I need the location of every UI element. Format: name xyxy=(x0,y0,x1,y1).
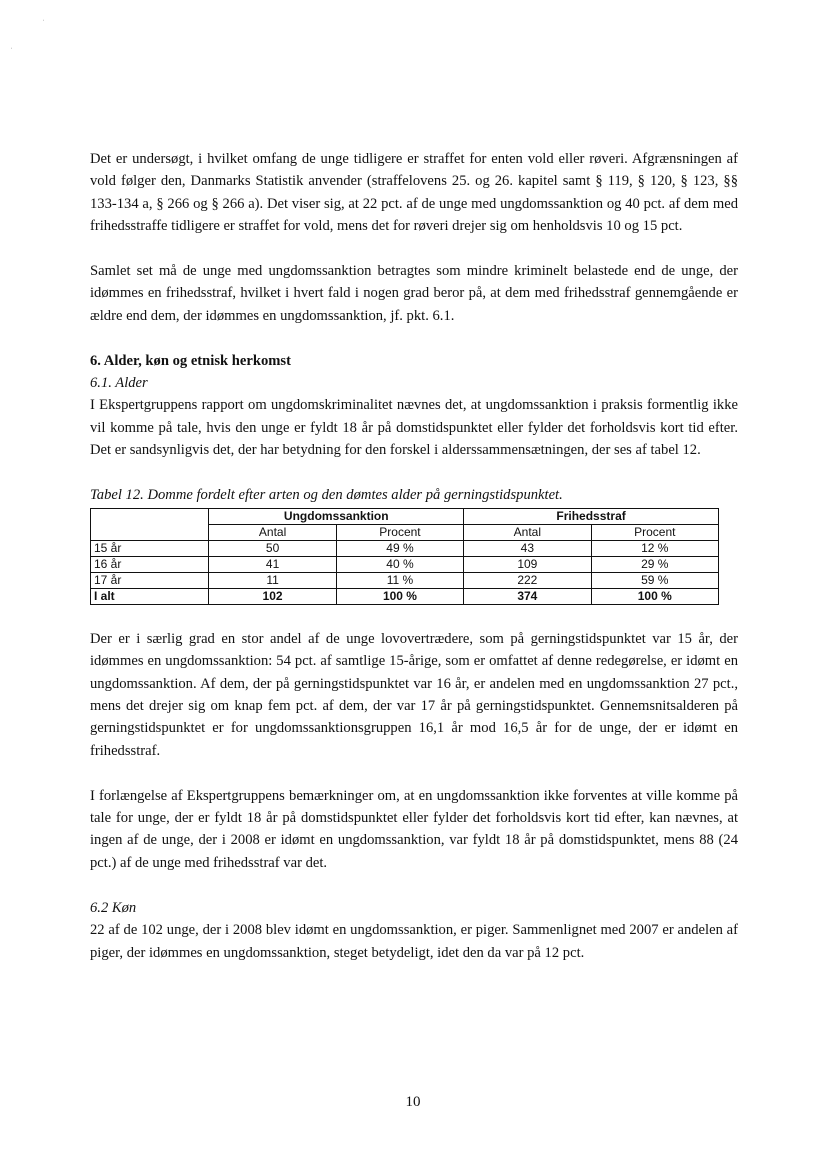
row-label: 16 år xyxy=(91,557,209,573)
subsection-heading-age: 6.1. Alder xyxy=(90,375,148,392)
cell-fs-procent: 12 % xyxy=(591,541,718,557)
age-table xyxy=(90,508,719,605)
cell-fs-procent: 100 % xyxy=(591,589,718,605)
cell-us-procent: 49 % xyxy=(336,541,463,557)
table-row xyxy=(91,541,719,557)
subheader-antal: Antal xyxy=(209,525,336,541)
cell-fs-antal: 109 xyxy=(464,557,591,573)
table-row xyxy=(91,573,719,589)
scan-speck: ˌ xyxy=(10,40,13,49)
cell-us-antal: 102 xyxy=(209,589,336,605)
paragraph-age-analysis: Der er i særlig grad en stor andel af de unge lovovertrædere, som på gerningstidspunktet var 15 år, der idømmes en ungdomssanktion: 54 pct. af samtlige 15-årige, som er omfattet af denne redegørelse, er idømt en ungdomssanktion. Af dem, der på gerningstidspunktet var 16 år, er andelen med en ungdomssanktion 27 pct., mens det drejer sig om knap fem pct. af dem, der var 17 år på gerningstidspunktet. Gennemsnitsalderen på gerningstidspunktet er for ungdomssanktionsgruppen 16,1 år mod 16,5 år for de unge, der er idømt en frihedsstraf. xyxy=(90,630,738,759)
document-page xyxy=(90,148,738,964)
paragraph-age-18: I forlængelse af Ekspertgruppens bemærkninger om, at en ungdomssanktion ikke forventes at ville komme på tale for unge, der er fyldt 18 år på domstidspunktet eller fylder det forholdsvis kort tid efter, kan nævnes, at ingen af de unge, der i 2008 er idømt en ungdomssanktion, var fyldt 18 år på domstidspunktet, mens 88 (24 pct.) af de unge med frihedsstraf var det. xyxy=(90,787,738,871)
cell-fs-antal: 43 xyxy=(464,541,591,557)
group-header-ungdomssanktion: Ungdomssanktion xyxy=(209,509,464,525)
paragraph-gender: 22 af de 102 unge, der i 2008 blev idømt en ungdomssanktion, er piger. Sammenlignet med 2007 er andelen af piger, der idømmes en ungdomssanktion, steget betydeligt, idet den da var på 12 pct. xyxy=(90,922,738,961)
table-group-header-row xyxy=(91,509,719,525)
cell-fs-antal: 374 xyxy=(464,589,591,605)
subheader-procent: Procent xyxy=(591,525,718,541)
paragraph-summary: Samlet set må de unge med ungdomssanktion betragtes som mindre kriminelt belastede end de unge, der idømmes en frihedsstraf, hvilket i hvert fald i nogen grad beror på, at dem med frihedsstraf gennemgående er ældre end dem, der idømmes en ungdomssanktion, jf. pkt. 6.1. xyxy=(90,263,738,324)
cell-fs-procent: 29 % xyxy=(591,557,718,573)
table-total-row xyxy=(91,589,719,605)
table-corner-cell xyxy=(91,509,209,541)
paragraph-age-intro: I Ekspertgruppens rapport om ungdomskriminalitet nævnes det, at ungdomssanktion i praksis formentlig ikke vil komme på tale, hvis den unge er fyldt 18 år på domstidspunktet eller fylder det forholdsvis kort tid efter. Det er sandsynligvis det, der har betydning for den forskel i alderssammensætningen, der ses af tabel 12. xyxy=(90,397,738,459)
paragraph-violence-robbery: Det er undersøgt, i hvilket omfang de unge tidligere er straffet for enten vold eller røveri. Afgrænsningen af vold følger den, Danmarks Statistik anvender (straffelovens 25. og 26. kapitel samt § 119, § 120, § 123, §§ 133-134 a, § 266 og § 266 a). Det viser sig, at 22 pct. af de unge med ungdomssanktion og 40 pct. af dem med frihedsstraffe tidligere er straffet for vold, mens det for røveri drejer sig om henholdsvis 10 og 15 pct. xyxy=(90,151,738,235)
cell-us-procent: 100 % xyxy=(336,589,463,605)
table-row xyxy=(91,557,719,573)
cell-us-procent: 11 % xyxy=(336,573,463,589)
scan-speck: ˌ xyxy=(42,12,45,21)
section-heading: 6. Alder, køn og etnisk herkomst xyxy=(90,352,291,369)
cell-us-antal: 50 xyxy=(209,541,336,557)
cell-us-procent: 40 % xyxy=(336,557,463,573)
subheader-antal: Antal xyxy=(464,525,591,541)
cell-us-antal: 11 xyxy=(209,573,336,589)
row-label: I alt xyxy=(91,589,209,605)
page-number: 10 xyxy=(405,1094,421,1110)
row-label: 17 år xyxy=(91,573,209,589)
subsection-heading-gender: 6.2 Køn xyxy=(90,899,137,916)
cell-us-antal: 41 xyxy=(209,557,336,573)
group-header-frihedsstraf: Frihedsstraf xyxy=(464,509,719,525)
table-caption: Tabel 12. Domme fordelt efter arten og den dømtes alder på gerningstidspunktet. xyxy=(90,487,563,504)
cell-fs-antal: 222 xyxy=(464,573,591,589)
cell-fs-procent: 59 % xyxy=(591,573,718,589)
subheader-procent: Procent xyxy=(336,525,463,541)
row-label: 15 år xyxy=(91,541,209,557)
